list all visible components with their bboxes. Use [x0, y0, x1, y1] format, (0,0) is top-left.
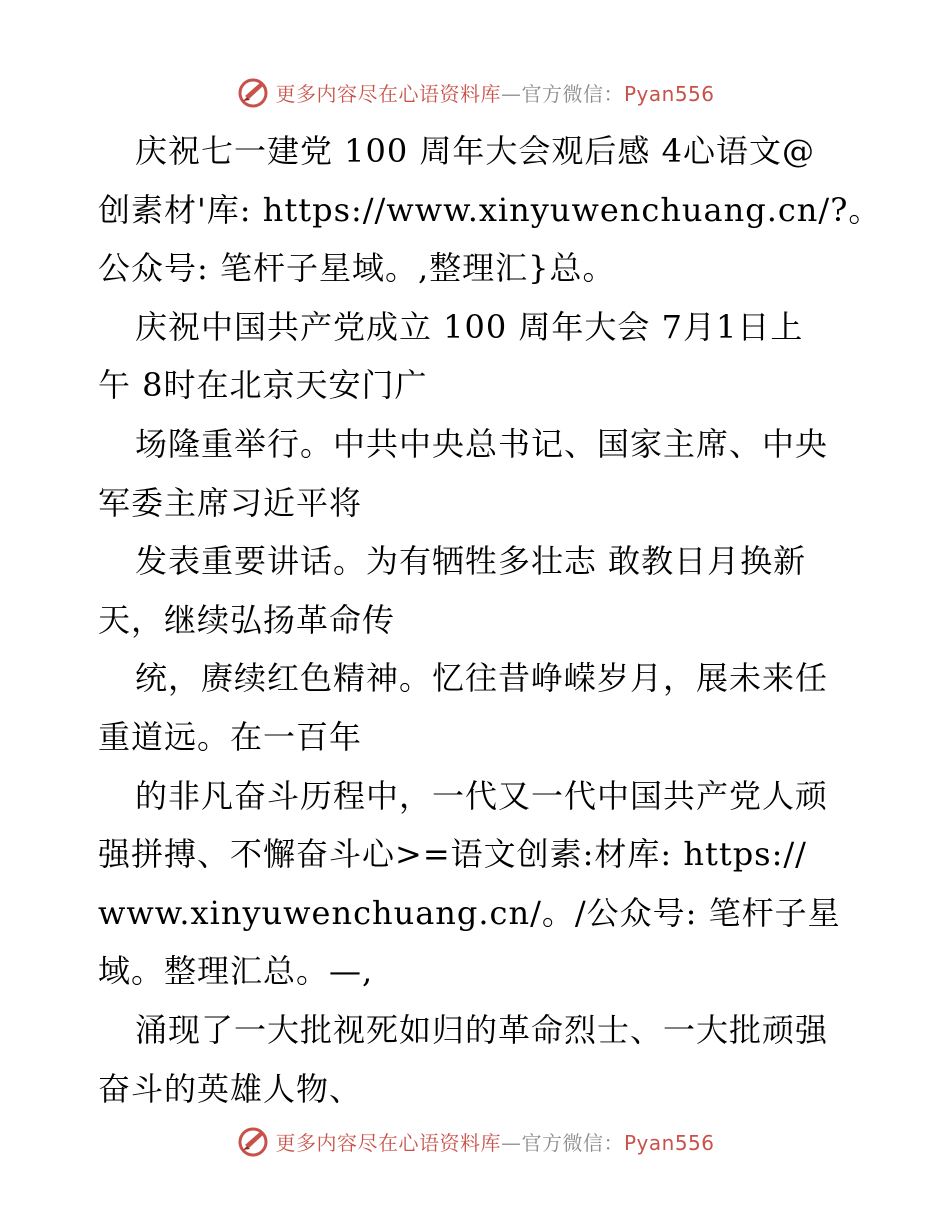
text-line: 公众号: 笔杆子星域。,整理汇}总。	[98, 249, 616, 288]
text-line: www.xinyuwenchuang.cn/。/公众号: 笔杆子星	[98, 893, 841, 932]
text-line: 创素材'库: https://www.xinyuwenchuang.cn/?。	[98, 190, 882, 229]
footer-watermark	[0, 1121, 950, 1161]
text-line: 强拼搏、不懈奋斗心>=语文创素:材库: https://	[98, 835, 807, 874]
text-line: 域。整理汇总。—,	[98, 952, 374, 991]
text-line: 奋斗的英雄人物、	[98, 1069, 363, 1108]
banner-dash: —	[500, 1130, 522, 1155]
banner-dash: —	[500, 81, 522, 106]
paragraph-4	[98, 532, 858, 649]
paragraph-3	[98, 415, 858, 532]
paragraph-6	[98, 767, 858, 1001]
banner-wechat-id: Pyan556	[623, 1130, 715, 1155]
text-line: 军委主席习近平将	[98, 483, 363, 522]
paragraph-5	[98, 649, 858, 766]
banner-wechat-id: Pyan556	[623, 81, 715, 106]
paragraph-7	[98, 1001, 858, 1118]
text-line: 统，赓续红色精神。忆往昔峥嵘岁月，展未来任	[135, 659, 829, 698]
text-line: 重道远。在一百年	[98, 717, 363, 756]
text-line: 场隆重举行。中共中央总书记、国家主席、中央	[135, 424, 829, 463]
paragraph-1	[98, 122, 882, 298]
banner-wechat-label: 官方微信：	[521, 81, 624, 106]
brand-logo-icon	[235, 74, 271, 110]
paragraph-2	[98, 298, 858, 415]
header-watermark	[0, 72, 950, 112]
text-line: 涌现了一大批视死如归的革命烈士、一大批顽强	[135, 1010, 829, 1049]
text-line: 午 8时在北京天安门广	[98, 366, 428, 405]
banner-title: 更多内容尽在心语资料库	[275, 81, 501, 106]
banner-wechat-label: 官方微信：	[521, 1130, 624, 1155]
text-line: 发表重要讲话。为有牺牲多壮志 敢教日月换新	[135, 542, 807, 581]
text-line: 天，继续弘扬革命传	[98, 600, 396, 639]
document-body	[98, 122, 882, 1118]
brand-logo-icon	[235, 1123, 271, 1159]
text-line: 庆祝中国共产党成立 100 周年大会 7月1日上	[135, 307, 804, 346]
text-line: 庆祝七一建党 100 周年大会观后感 4心语文@	[135, 132, 815, 170]
banner-title: 更多内容尽在心语资料库	[275, 1130, 501, 1155]
text-line: 的非凡奋斗历程中，一代又一代中国共产党人顽	[135, 776, 829, 815]
